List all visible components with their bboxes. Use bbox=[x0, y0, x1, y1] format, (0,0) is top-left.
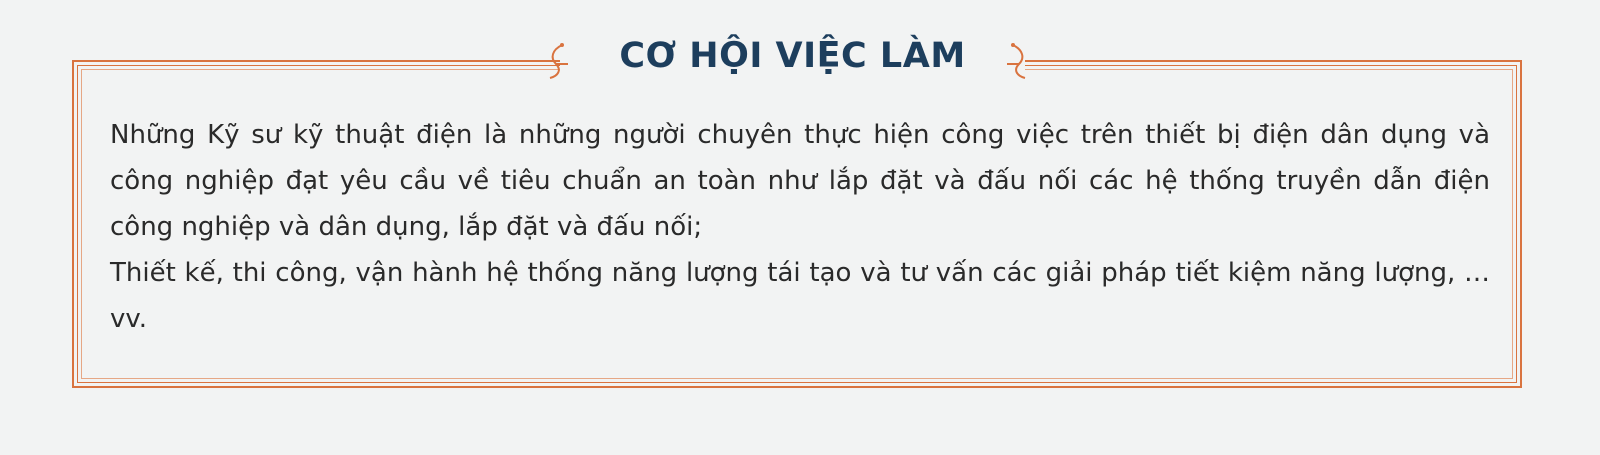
paragraph: Những Kỹ sư kỹ thuật điện là những người chuyên thực hiện công việc trên thiết bị điện dân dụng và công nghiệp đạt yêu cầu về tiêu chuẩn an toàn như lắp đặt và đấu nối các hệ thống truyền dẫn điện công nghiệp và dân dụng, lắp đặt và đấu nối; bbox=[110, 120, 1490, 242]
job-opportunities-text bbox=[110, 112, 1490, 342]
section-title: CƠ HỘI VIỆC LÀM bbox=[619, 36, 966, 76]
paragraph: Thiết kế, thi công, vận hành hệ thống năng lượng tái tạo và tư vấn các giải pháp tiết kiệm năng lượng, …vv. bbox=[110, 258, 1490, 334]
leaf-flourish-icon bbox=[1005, 42, 1035, 82]
